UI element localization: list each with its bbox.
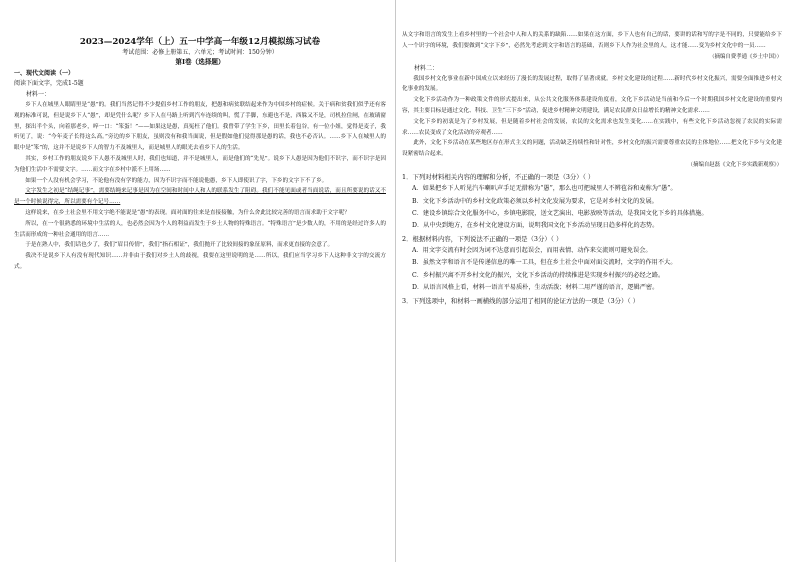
paragraph: 从文字和语言的发生上看乡村里的一个社会中人和人的关系的缺陷……如果在这方面，乡下人也有自己的话，要讲的话和写的字是不同的，只要能给乡下人一个识字的环境，我们要做到“文字下乡”，必然先考虑到文字和语言的基础，否则乡下人作为社会里的人，这才能……变为乡村文化中的一员……	[402, 32, 782, 49]
column-divider	[395, 0, 396, 562]
left-column	[14, 0, 386, 273]
right-column	[402, 0, 782, 307]
answer-option: B．虽然文字和语言不是传递信息的唯一工具，但在乡土社会中面对面交流时，文字的作用不大。	[412, 259, 677, 267]
exam-title: 2023—2024学年（上）五一中学高一年级12月模拟练习试卷	[79, 37, 321, 47]
paragraph: 我决不是说乡下人有没有现代知识……并非由于我们对乡土人的歧视，我要在这里说明的是……所以，我们应当学习乡下人这种非文字的交流方式。	[14, 253, 386, 270]
question-stem: 2．根据材料内容，下列说法不正确的一项是（3分）（ ）	[402, 234, 563, 243]
paragraph: 所以，在一个很熟悉的环境中生活的人，也必然会因为个人的利益而发生于乡土人物的特殊语言。“特殊语言”是少数人的，不用的是经过许多人的生活而形成的一种社会通用的语言……	[14, 220, 386, 238]
paragraph: 文化下乡的初衷是为了乡村发展，但是随着乡村社会的发展，农民的文化需求也发生变化……在实践中，有些文化下乡活动忽视了农民的实际需求……农民变成了文化活动的旁观者……	[402, 118, 782, 136]
material1-label: 材料一：	[26, 91, 51, 98]
paragraph: 文化下乡活动作为一种政策文件的形式提出来，从公共文化服务体系建设角度看，文化下乡活动是当前和今后一个时期我国乡村文化建设的重要内容，其主要目标是通过文化、科技、卫生“三下乡”活动，促进乡村精神文明建设，满足农民群众日益增长的精神文化需求……	[402, 97, 782, 114]
paragraph: 此外，文化下乡活动在某些地区存在形式主义的问题，活动缺乏持续性和针对性，乡村文化的振兴需要尊重农民的主体地位……把文化下乡与文化建设紧密结合起来。	[402, 140, 782, 158]
source-note: （摘编自费孝通《乡土中国》）	[709, 53, 782, 60]
exam-scope: 考试范围：必修上册第五、六单元；考试时间：150分钟）	[122, 49, 278, 56]
answer-option: A．用文字交流有时会因为词不达意而引起误会，而用表情、动作来交流则可避免误会。	[412, 247, 652, 254]
question-stem: 3．下列选项中，和材料一画横线的部分运用了相同的论证方法的一项是（3分）（ ）	[402, 296, 640, 305]
paragraph: 我国乡村文化事业在新中国成立以来经历了漫长的发展过程，取得了显著成就。乡村文化建设的过程……新时代乡村文化振兴，需要全面推进乡村文化事业的发展。	[402, 75, 782, 93]
paragraph: 乡下人在城里人眼睛里是“愚”的。我们当然记得不少提倡乡村工作的朋友，把愚和病贫联结起来作为中国乡村的症候。关于病和贫我们似乎还有客观的标准可说，但是说乡下人“愚”，却是凭什么呢？乡下人在马路上听到汽车连续的叫，慌了手脚，东避也不是，西躲又不是，司机拉住闸，在玻璃窗里，探出半个头，向着那老乡，啐一口：“笨蛋！”——如果这是愚，真冤枉了他们。我曾带了学生下乡，田里长着包谷，有一位小姐，觉得是麦子，我听见了，说：“今年麦子长得这么高。”旁边的乡下朋友，虽则没有和我当面说，但是假如他们觉得那是愚的话，我也不必否认。……乡下人在城里人的眼中是“笨”的，这并不是说乡下人的智力不及城里人，而是城里人的眼光去看乡下人的生活。	[14, 102, 386, 152]
question-stem: 1．下列对材料相关内容的理解和分析，不正确的一项是（3分）（ ）	[402, 172, 595, 181]
answer-option: C．建设乡镇综合文化服务中心，乡镇电影院，送文艺演出、电影放映等活动，是我国文化下乡的具体措施。	[412, 209, 708, 217]
section-heading: 一、现代文阅读（一）	[14, 70, 75, 77]
part-heading: 第Ⅰ卷（选择题）	[175, 58, 225, 66]
paragraph: 这样说来，在乡土社会里不用文字绝不能说是“愚”的表现。面对面的往来是直接接触，为什么舍此比较完善的语言而求助于文字呢？	[25, 209, 350, 216]
answer-option: D．从中央到地方，在乡村文化建设方面，说明我国文化下乡活动呈现日趋多样化的态势。	[412, 222, 659, 230]
answer-option: C．乡村振兴离不开乡村文化的振兴，文化下乡活动的持续推进是实现乡村振兴的必经之路。	[412, 271, 665, 279]
paragraph: 如果一个人没有机会学习，不论他有没有学的能力，因为不识字而不能说他愚，乡下人即使识了字，下乡的文字下不了乡。	[25, 177, 328, 184]
answer-option: A．如果把乡下人听见汽车喇叭声手足无措称为“愚”，那么也可把城里人不辨苞谷和麦称为“愚”。	[412, 185, 677, 193]
material2-label: 材料二：	[414, 64, 439, 72]
answer-option: D．从语言风格上看，材料一语言平易质朴，生动活泼；材料二用严谨的语言，逻辑严密。	[412, 284, 659, 292]
paragraph: 其实，乡村工作的朋友说乡下人愚不及城里人时，我们也知道，并不是城里人，而是他们的“先见”。说乡下人愚是因为他们不识字，而不识字是因为他们生活中不需要文字。……而文字在乡村中派不上用场……	[14, 155, 386, 173]
paragraph: 于是在熟人中，我们话也少了，我们“眉目传情”，我们“指石相证”，我们抛开了比较间接的象征原料，而求更直接的会意了。	[25, 242, 334, 249]
underlined-paragraph: 文字发生之初是“结绳记事”，需要结绳来记事是因为在空间和时间中人和人的联系发生了阻碍。我们不能见面或者当面说话，而且所要说的话又不是一个时候说得完，所以需要有个记号……	[14, 188, 386, 206]
instruction: 阅读下面文字，完成1-5题	[14, 80, 84, 87]
source-note: （摘编自赵磊《文化下乡实践新观察》）	[687, 161, 782, 168]
answer-option: B．文化下乡活动中的乡村文化政策必须以乡村文化发展为要求，它是对乡村文化的发展。	[412, 197, 658, 205]
